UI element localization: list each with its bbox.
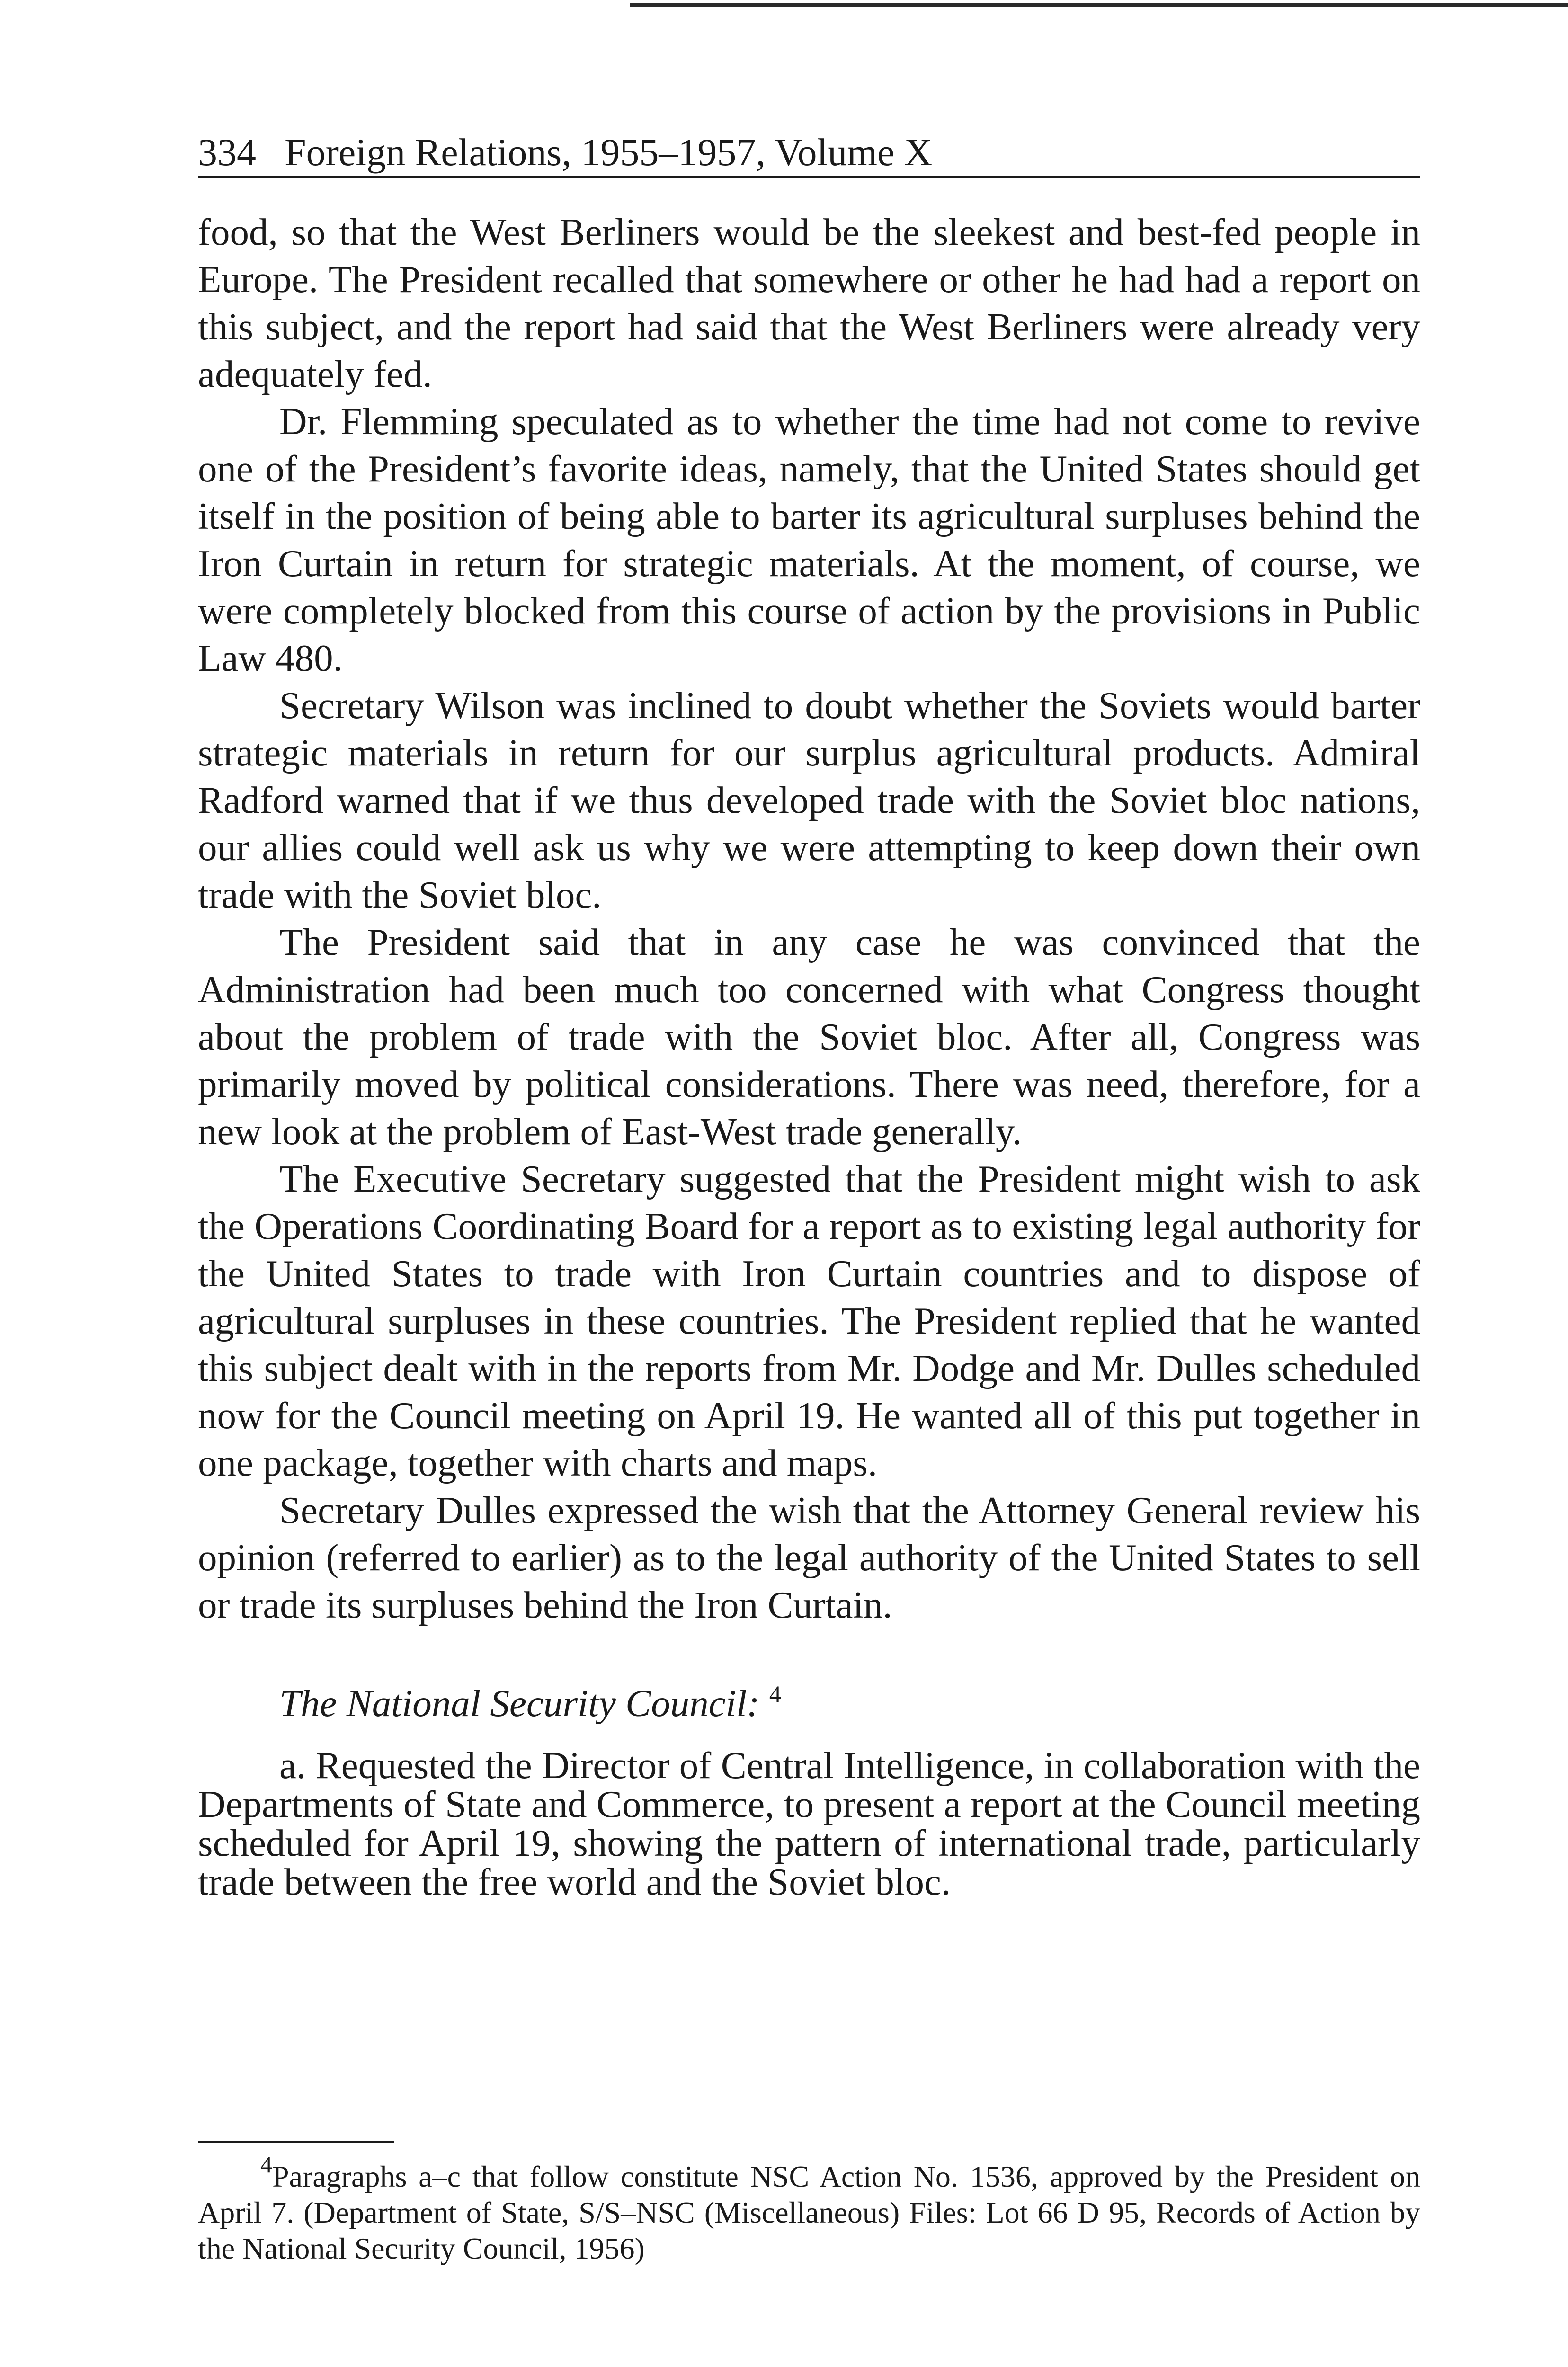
action-item-a: a. Requested the Director of Central Intelligence, in collaboration with the Departments of State and Commerce, to present a report at the Council meeting scheduled for April 19, showing the pattern of international trade, particularly trade between the free world and the Soviet bloc. [198, 1744, 1420, 1903]
scan-edge-rule [630, 3, 1568, 7]
council-heading [198, 1680, 1420, 1727]
paragraph-wilson: Secretary Wilson was inclined to doubt whether the Soviets would barter strategic materials in return for our surplus agricultural products. Admiral Radford warned that if we thus developed trade with the Soviet bloc nations, our allies could well ask us why we were attempting to keep down their own trade with the Soviet bloc. [198, 684, 1420, 916]
page-number: 334 [198, 131, 256, 174]
footnote-paragraph [198, 2151, 1420, 2267]
footnote [198, 2151, 1420, 2267]
paragraph-president: The President said that in any case he was convinced that the Administration had been much too concerned with what Congress thought about the problem of trade with the Soviet bloc. After all, Congress was primarily moved by political considerations. There was need, therefore, for a new look at the problem of East-West trade generally. [198, 921, 1420, 1153]
running-header [198, 129, 1420, 178]
paragraph-continued: food, so that the West Berliners would be the sleekest and best-fed people in Europe. The President recalled that somewhere or other he had had a report on this subject, and the report had said that the West Berliners were already very adequately fed. [198, 211, 1420, 395]
paragraph-flemming: Dr. Flemming speculated as to whether the time had not come to revive one of the President’s favorite ideas, namely, that the United States should get itself in the position of being able to barter its agricultural surpluses behind the Iron Curtain in return for strategic materials. At the moment, of course, we were completely blocked from this course of action by the provisions in Public Law 480. [198, 400, 1420, 679]
footnote-reference: 4 [769, 1681, 781, 1707]
footnote-divider [198, 2141, 394, 2143]
paragraph-dulles: Secretary Dulles expressed the wish that the Attorney General review his opinion (referred to earlier) as to the legal authority of the United States to sell or trade its surpluses behind the Iron Curtain. [198, 1489, 1420, 1626]
footnote-text: Paragraphs a–c that follow constitute NSC Action No. 1536, approved by the President on April 7. (Department of State, S/S–NSC (Miscellaneous) Files: Lot 66 D 95, Records of Action by the National Security Council, 1956) [198, 2160, 1420, 2265]
council-heading-text: The National Security Council: [279, 1682, 760, 1725]
volume-title: Foreign Relations, 1955–1957, Volume X [285, 131, 933, 174]
footnote-marker: 4 [260, 2151, 272, 2178]
body-text [198, 208, 1420, 1901]
paragraph-executive-secretary: The Executive Secretary suggested that the President might wish to ask the Operations Coordinating Board for a report as to existing legal authority for the United States to trade with Iron Curtain countries and to dispose of agricultural surpluses in these countries. The President replied that he wanted this subject dealt with in the reports from Mr. Dodge and Mr. Dulles scheduled now for the Council meeting on April 19. He wanted all of this put together in one package, together with charts and maps. [198, 1157, 1420, 1484]
